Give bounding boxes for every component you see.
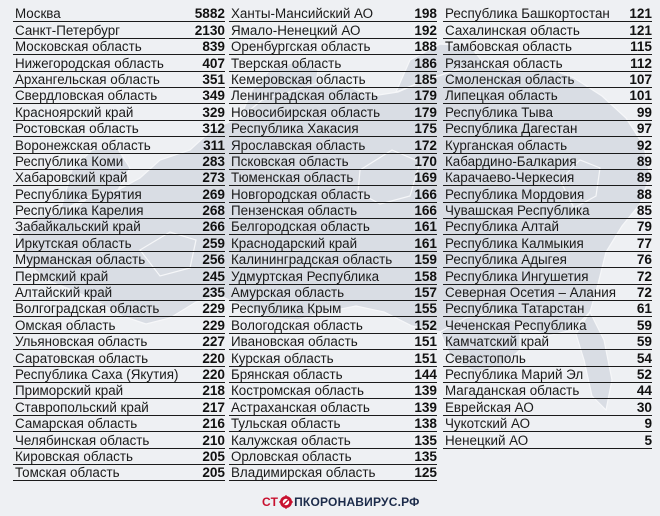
region-name: Хабаровский край: [15, 170, 128, 186]
table-row: [13, 416, 225, 432]
region-name: Приморский край: [15, 383, 124, 399]
region-name: Томская область: [15, 465, 120, 481]
case-count: 72: [636, 268, 652, 284]
table-row: [13, 104, 225, 120]
region-name: Курганская область: [445, 137, 568, 153]
table-row: [13, 367, 225, 383]
table-row: [13, 22, 225, 38]
case-count: 256: [202, 252, 225, 268]
region-name: Ярославская область: [231, 137, 366, 153]
case-count: 89: [636, 153, 652, 169]
region-name: Калужская область: [231, 432, 351, 448]
table-row: [229, 186, 437, 202]
table-row: [13, 154, 225, 170]
region-name: Челябинская область: [15, 432, 150, 448]
table-row: [229, 334, 437, 350]
region-name: Кировская область: [15, 448, 133, 464]
table-row: [443, 416, 652, 432]
region-name: Севастополь: [445, 350, 526, 366]
virus-stop-icon: [279, 495, 293, 509]
case-count: 79: [636, 219, 652, 235]
case-count: 172: [414, 137, 437, 153]
region-name: Смоленская область: [445, 71, 575, 87]
table-row: [443, 186, 652, 202]
region-name: Ивановская область: [231, 334, 358, 350]
table-row: [443, 334, 652, 350]
region-name: Краснодарский край: [231, 235, 358, 251]
region-name: Еврейская АО: [445, 399, 534, 415]
region-name: Самарская область: [15, 416, 138, 432]
table-row: [229, 203, 437, 219]
region-name: Тверская область: [231, 55, 342, 71]
region-name: Волгоградская область: [15, 301, 160, 317]
table-row: [443, 317, 652, 333]
table-row: [13, 383, 225, 399]
case-count: 107: [629, 71, 652, 87]
table-row: [13, 219, 225, 235]
table-row: [13, 449, 225, 465]
region-name: Астраханская область: [231, 399, 370, 415]
case-count: 89: [636, 170, 652, 186]
table-row: [13, 170, 225, 186]
region-name: Республика Алтай: [445, 219, 559, 235]
table-row: [229, 465, 437, 481]
logo-text-end: ПКОРОНАВИРУС.РФ: [294, 495, 420, 509]
case-count: 85: [636, 203, 652, 219]
case-count: 76: [636, 252, 652, 268]
table-row: [443, 203, 652, 219]
region-name: Новгородская область: [231, 186, 371, 202]
table-row: [443, 383, 652, 399]
region-name: Курская область: [231, 350, 334, 366]
case-count: 227: [202, 334, 225, 350]
table-row: [229, 301, 437, 317]
region-name: Мурманская область: [15, 252, 146, 268]
table-row: [443, 170, 652, 186]
region-name: Республика Башкортостан: [445, 6, 610, 22]
case-count: 229: [202, 301, 225, 317]
table-row: [13, 350, 225, 366]
case-count: 170: [414, 153, 437, 169]
region-name: Белгородская область: [231, 219, 370, 235]
region-name: Чукотский АО: [445, 416, 531, 432]
region-name: Нижегородская область: [15, 55, 164, 71]
region-name: Ростовская область: [15, 121, 139, 137]
case-count: 198: [414, 6, 437, 22]
case-count: 179: [414, 104, 437, 120]
case-count: 220: [202, 350, 225, 366]
case-count: 151: [414, 350, 437, 366]
case-count: 245: [202, 268, 225, 284]
table-row: [443, 154, 652, 170]
table-row: [443, 350, 652, 366]
case-count: 166: [414, 186, 437, 202]
table-row: [443, 88, 652, 104]
region-name: Московская область: [15, 39, 142, 55]
case-count: 188: [414, 39, 437, 55]
case-count: 144: [414, 366, 437, 382]
region-name: Республика Татарстан: [445, 301, 585, 317]
table-row: [443, 39, 652, 55]
case-count: 125: [414, 465, 437, 481]
table-row: [443, 72, 652, 88]
table-row: [229, 104, 437, 120]
region-name: Чувашская Республика: [445, 203, 590, 219]
region-name: Архангельская область: [15, 71, 160, 87]
case-count: 269: [202, 186, 225, 202]
table-row: [443, 6, 652, 22]
region-name: Республика Дагестан: [445, 121, 578, 137]
case-count: 407: [202, 55, 225, 71]
case-count: 155: [414, 301, 437, 317]
stopcoronavirus-logo: [262, 492, 420, 512]
table-row: [13, 137, 225, 153]
region-name: Тульская область: [231, 416, 341, 432]
case-count: 217: [202, 399, 225, 415]
table-row: [229, 72, 437, 88]
region-name: Ленинградская область: [231, 88, 378, 104]
case-count: 92: [636, 137, 652, 153]
region-name: Магаданская область: [445, 383, 580, 399]
region-name: Ульяновская область: [15, 334, 148, 350]
case-count: 229: [202, 317, 225, 333]
case-count: 161: [414, 235, 437, 251]
case-count: 97: [636, 121, 652, 137]
region-name: Республика Крым: [231, 301, 342, 317]
case-count: 351: [202, 71, 225, 87]
table-row: [229, 154, 437, 170]
case-count: 72: [636, 285, 652, 301]
region-name: Пензенская область: [231, 203, 358, 219]
case-count: 151: [414, 334, 437, 350]
case-count: 5: [644, 432, 652, 448]
region-name: Тюменская область: [231, 170, 354, 186]
table-row: [443, 301, 652, 317]
region-name: Калининградская область: [231, 252, 393, 268]
case-count: 44: [636, 383, 652, 399]
case-count: 157: [414, 285, 437, 301]
table-row: [443, 252, 652, 268]
case-count: 205: [202, 465, 225, 481]
region-name: Республика Бурятия: [15, 186, 142, 202]
case-count: 88: [636, 186, 652, 202]
region-name: Республика Карелия: [15, 203, 144, 219]
case-count: 112: [630, 55, 652, 71]
case-count: 54: [636, 350, 652, 366]
region-name: Свердловская область: [15, 88, 158, 104]
table-row: [443, 22, 652, 38]
case-count: 121: [629, 6, 652, 22]
case-count: 139: [414, 399, 437, 415]
table-row: [13, 285, 225, 301]
case-count: 839: [202, 39, 225, 55]
table-row: [443, 121, 652, 137]
region-name: Москва: [15, 6, 61, 22]
table-row: [229, 350, 437, 366]
region-name: Камчатский край: [445, 334, 550, 350]
table-row: [443, 399, 652, 415]
logo-text-start: СТ: [262, 495, 279, 509]
region-name: Алтайский край: [15, 285, 113, 301]
case-count: 218: [202, 383, 225, 399]
case-count: 179: [414, 88, 437, 104]
region-name: Вологодская область: [231, 317, 363, 333]
case-count: 161: [414, 219, 437, 235]
table-row: [229, 170, 437, 186]
case-count: 135: [414, 432, 437, 448]
table-row: [13, 72, 225, 88]
table-row: [13, 465, 225, 481]
case-count: 30: [636, 399, 652, 415]
region-name: Саратовская область: [15, 350, 149, 366]
table-row: [229, 219, 437, 235]
table-row: [13, 235, 225, 251]
case-count: 283: [202, 153, 225, 169]
region-name: Псковская область: [231, 153, 349, 169]
region-name: Чеченская Республика: [445, 317, 587, 333]
table-row: [229, 88, 437, 104]
region-name: Кабардино-Балкария: [445, 153, 577, 169]
case-count: 166: [414, 203, 437, 219]
region-name: Республика Ингушетия: [445, 268, 589, 284]
table-row: [229, 399, 437, 415]
case-count: 2130: [194, 22, 225, 38]
case-count: 216: [202, 416, 225, 432]
case-count: 139: [414, 383, 437, 399]
table-row: [443, 104, 652, 120]
region-name: Костромская область: [231, 383, 365, 399]
case-count: 135: [414, 448, 437, 464]
table-row: [13, 432, 225, 448]
region-name: Ненецкий АО: [445, 432, 529, 448]
region-name: Забайкальский край: [15, 219, 141, 235]
case-count: 138: [414, 416, 437, 432]
region-name: Ханты-Мансийский АО: [231, 6, 374, 22]
case-count: 185: [414, 71, 437, 87]
region-name: Республика Саха (Якутия): [15, 366, 179, 382]
case-count: 115: [630, 39, 652, 55]
table-row: [13, 301, 225, 317]
case-count: 169: [414, 170, 437, 186]
region-name: Тамбовская область: [445, 39, 573, 55]
table-row: [443, 235, 652, 251]
region-name: Санкт-Петербург: [15, 22, 121, 38]
case-count: 52: [636, 366, 652, 382]
case-count: 210: [202, 432, 225, 448]
region-name: Республика Марий Эл: [445, 366, 584, 382]
case-count: 268: [202, 203, 225, 219]
region-name: Орловская область: [231, 448, 352, 464]
table-row: [13, 121, 225, 137]
case-count: 192: [414, 22, 437, 38]
table-row: [13, 268, 225, 284]
table-row: [443, 55, 652, 71]
table-row: [13, 55, 225, 71]
table-row: [229, 121, 437, 137]
table-row: [443, 137, 652, 153]
table-row: [443, 432, 652, 448]
region-name: Северная Осетия – Алания: [445, 285, 616, 301]
case-count: 311: [203, 137, 225, 153]
table-row: [13, 203, 225, 219]
table-row: [229, 39, 437, 55]
case-count: 329: [202, 104, 225, 120]
table-row: [229, 55, 437, 71]
table-row: [229, 6, 437, 22]
table-row: [229, 235, 437, 251]
region-name: Владимирская область: [231, 465, 376, 481]
region-column-3: [443, 6, 652, 449]
table-row: [443, 367, 652, 383]
table-row: [229, 449, 437, 465]
table-row: [13, 399, 225, 415]
region-name: Рязанская область: [445, 55, 563, 71]
table-row: [229, 285, 437, 301]
case-count: 259: [202, 235, 225, 251]
case-count: 99: [636, 104, 652, 120]
region-name: Липецкая область: [445, 88, 558, 104]
region-name: Ямало-Ненецкий АО: [231, 22, 361, 38]
case-count: 61: [636, 301, 652, 317]
table-row: [229, 252, 437, 268]
region-name: Республика Хакасия: [231, 121, 359, 137]
region-name: Воронежская область: [15, 137, 151, 153]
case-count: 59: [636, 317, 652, 333]
case-count: 220: [202, 366, 225, 382]
table-row: [229, 432, 437, 448]
table-row: [13, 252, 225, 268]
region-name: Иркутская область: [15, 235, 132, 251]
table-row: [229, 383, 437, 399]
case-count: 266: [202, 219, 225, 235]
case-count: 312: [202, 121, 225, 137]
case-count: 235: [202, 285, 225, 301]
case-count: 205: [202, 448, 225, 464]
region-name: Республика Мордовия: [445, 186, 585, 202]
table-row: [13, 186, 225, 202]
table-row: [443, 219, 652, 235]
region-column-1: [13, 6, 225, 481]
case-count: 152: [414, 317, 437, 333]
case-count: 77: [636, 235, 652, 251]
region-column-2: [229, 6, 437, 481]
case-count: 273: [202, 170, 225, 186]
region-name: Республика Тыва: [445, 104, 553, 120]
region-name: Красноярский край: [15, 104, 134, 120]
table-row: [13, 88, 225, 104]
region-name: Ставропольский край: [15, 399, 149, 415]
table-row: [13, 6, 225, 22]
case-count: 175: [414, 121, 437, 137]
region-name: Омская область: [15, 317, 116, 333]
case-count: 349: [202, 88, 225, 104]
table-row: [229, 268, 437, 284]
region-name: Республика Калмыкия: [445, 235, 584, 251]
region-name: Удмуртская Республика: [231, 268, 380, 284]
region-name: Новосибирская область: [231, 104, 381, 120]
region-name: Амурская область: [231, 285, 345, 301]
table-row: [13, 334, 225, 350]
table-row: [13, 39, 225, 55]
region-name: Республика Адыгея: [445, 252, 567, 268]
case-count: 158: [414, 268, 437, 284]
case-count: 5882: [194, 6, 225, 22]
case-count: 121: [629, 22, 652, 38]
region-name: Оренбургская область: [231, 39, 371, 55]
table-row: [229, 367, 437, 383]
table-row: [229, 137, 437, 153]
region-name: Карачаево-Черкесия: [445, 170, 575, 186]
region-name: Республика Коми: [15, 153, 124, 169]
table-row: [229, 416, 437, 432]
case-count: 59: [636, 334, 652, 350]
table-row: [229, 22, 437, 38]
region-name: Кемеровская область: [231, 71, 366, 87]
region-name: Брянская область: [231, 366, 343, 382]
case-count: 9: [644, 416, 652, 432]
case-count: 186: [414, 55, 437, 71]
region-name: Пермский край: [15, 268, 109, 284]
table-row: [443, 285, 652, 301]
case-count: 159: [414, 252, 437, 268]
region-name: Сахалинская область: [445, 22, 580, 38]
table-row: [229, 317, 437, 333]
case-count: 101: [629, 88, 652, 104]
table-row: [13, 317, 225, 333]
table-row: [443, 268, 652, 284]
